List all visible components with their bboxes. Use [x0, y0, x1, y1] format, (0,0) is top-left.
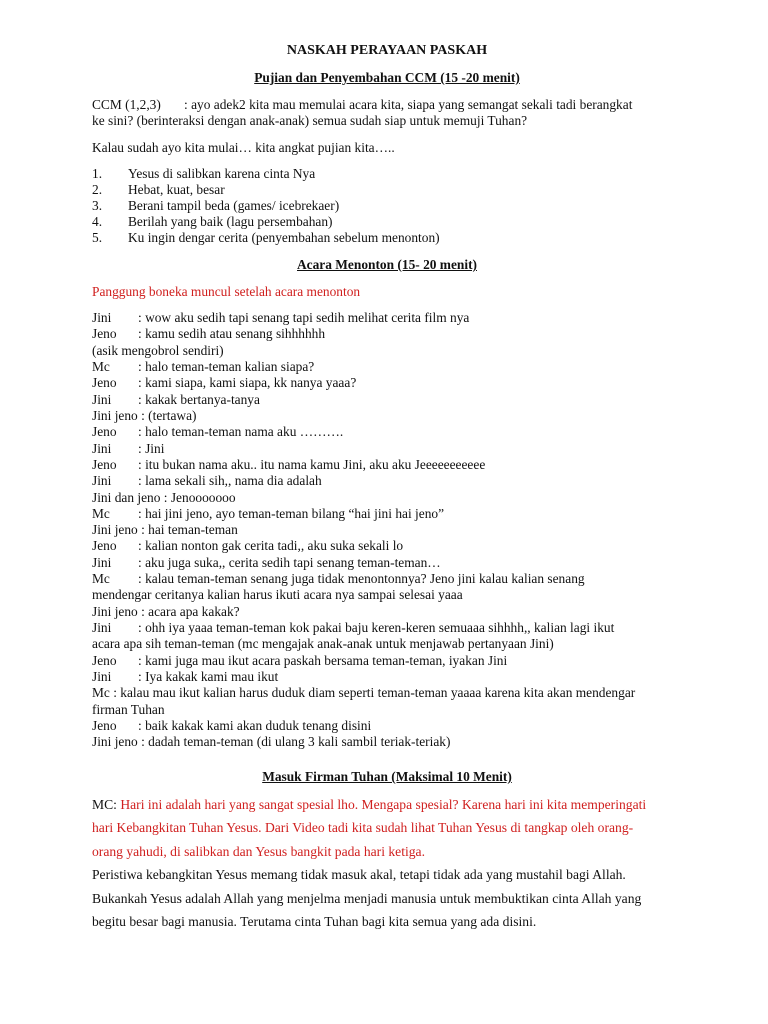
dialog-text: Jini jeno : hai teman-teman: [92, 522, 238, 538]
dialog-line: [92, 424, 682, 440]
firman-line: [92, 793, 682, 816]
dialog-speaker: Jeno: [92, 326, 117, 342]
firman-line: [92, 910, 682, 933]
song-title: Yesus di salibkan karena cinta Nya: [128, 166, 316, 181]
dialog-text: : Iya kakak kami mau ikut: [138, 669, 279, 685]
song-list-item: [92, 214, 682, 230]
dialog-speaker: Jeno: [92, 456, 117, 472]
dialog-speaker: Jeno: [92, 538, 117, 554]
dialog-line: [92, 375, 682, 391]
dialog-line: [92, 506, 682, 522]
dialog-text: : ohh iya yaaa teman-teman kok pakai baju keren-keren semuaaa sihhhh,, kalian lagi ikut: [138, 620, 615, 636]
song-title: Berani tampil beda (games/ icebrekaer): [128, 198, 340, 213]
dialog-text: : kakak bertanya-tanya: [138, 391, 260, 407]
dialog-line: [92, 392, 682, 408]
ccm-intro-text: : ayo adek2 kita mau memulai acara kita, siapa yang semangat sekali tadi berangkat: [184, 97, 633, 112]
list-number: 3.: [92, 198, 103, 213]
dialog-line: [92, 702, 682, 718]
song-list-item: [92, 182, 682, 198]
dialog-line: [92, 636, 682, 652]
firman-text: Bukankah Yesus adalah Allah yang menjelma menjadi manusia untuk membuktikan cinta Allah yang: [92, 890, 642, 906]
dialog-line: [92, 343, 682, 359]
dialog-text: : baik kakak kami akan duduk tenang disini: [138, 718, 372, 733]
dialog-speaker: Jini: [92, 669, 112, 685]
dialog-speaker: Mc: [92, 505, 110, 521]
firman-line: [92, 840, 682, 863]
dialog-line: [92, 441, 682, 457]
dialog-text: acara apa sih teman-teman (mc mengajak anak-anak untuk menjawab pertanyaan Jini): [92, 636, 554, 652]
dialog-speaker: Mc: [92, 358, 110, 374]
list-number: 5.: [92, 230, 103, 245]
dialog-text: : aku juga suka,, cerita sedih tapi senang teman-teman…: [138, 554, 441, 570]
dialog-text: Jini jeno : acara apa kakak?: [92, 603, 240, 619]
dialog-line: [92, 571, 682, 587]
dialog-text: : halo teman-teman kalian siapa?: [138, 358, 315, 374]
dialog-speaker: Jini: [92, 620, 112, 636]
dialog-speaker: Jini: [92, 440, 112, 456]
dialog-text: firman Tuhan: [92, 701, 165, 717]
firman-text: orang yahudi, di salibkan dan Yesus bangkit pada hari ketiga.: [92, 843, 425, 859]
dialog-speaker: Jini: [92, 554, 112, 570]
dialog-line: [92, 473, 682, 489]
dialog-line: [92, 359, 682, 375]
dialog-text: : itu bukan nama aku.. itu nama kamu Jini, aku aku Jeeeeeeeeeee: [138, 456, 486, 472]
dialog-text: Jini jeno : (tertawa): [92, 407, 197, 423]
dialog-text: Jini jeno : dadah teman-teman (di ulang 3 kali sambil teriak-teriak): [92, 734, 451, 750]
speaker-ccm: CCM (1,2,3): [92, 97, 161, 112]
dialog-speaker: Jini: [92, 473, 112, 489]
section-heading-firman: Masuk Firman Tuhan (Maksimal 10 Menit): [262, 769, 512, 784]
firman-text: begitu besar bagi manusia. Terutama cinta Tuhan bagi kita semua yang ada disini.: [92, 914, 537, 929]
dialog-line: [92, 669, 682, 685]
firman-line: [92, 816, 682, 839]
dialog-speaker: Jeno: [92, 718, 117, 733]
section-heading-pujian: Pujian dan Penyembahan CCM (15 -20 menit): [254, 70, 520, 85]
dialog-speaker: Jeno: [92, 375, 117, 391]
dialog-line: [92, 490, 682, 506]
dialog-line: [92, 604, 682, 620]
dialog-text: : hai jini jeno, ayo teman-teman bilang “hai jini hai jeno”: [138, 505, 445, 521]
dialog-text: : kalian nonton gak cerita tadi,, aku suka sekali lo: [138, 538, 404, 554]
dialog-line: [92, 522, 682, 538]
dialog-speaker: Jeno: [92, 652, 117, 668]
dialog-line: [92, 734, 682, 750]
ccm-intro-line: [92, 97, 682, 113]
dialog-text: : kami juga mau ikut acara paskah bersama teman-teman, iyakan Jini: [138, 652, 508, 668]
list-number: 4.: [92, 214, 103, 229]
dialog-line: [92, 457, 682, 473]
dialog-line: [92, 310, 682, 326]
dialog-line: [92, 653, 682, 669]
dialog-line: [92, 538, 682, 554]
dialog-text: Jini dan jeno : Jenooooooo: [92, 489, 236, 505]
firman-text: hari Kebangkitan Tuhan Yesus. Dari Video tadi kita sudah lihat Tuhan Yesus di tangkap oleh orang-: [92, 820, 634, 836]
dialog-speaker: Jeno: [92, 424, 117, 440]
section-heading-menonton: Acara Menonton (15- 20 menit): [297, 257, 477, 272]
song-list-item: [92, 230, 682, 246]
dialog-line: [92, 408, 682, 424]
dialog-text: : kalau teman-teman senang juga tidak menontonnya? Jeno jini kalau kalian senang: [138, 571, 585, 587]
firman-line: [92, 887, 682, 910]
intro-paragraph: Kalau sudah ayo kita mulai… kita angkat pujian kita…..: [92, 140, 395, 155]
song-list-item: [92, 198, 682, 214]
dialog-text: : kami siapa, kami siapa, kk nanya yaaa?: [138, 375, 357, 391]
song-title: Hebat, kuat, besar: [128, 182, 225, 197]
stage-note: Panggung boneka muncul setelah acara menonton: [92, 284, 361, 299]
dialog-line: [92, 587, 682, 603]
dialog-speaker: Mc: [92, 571, 110, 587]
firman-line: [92, 863, 682, 886]
song-list-item: [92, 166, 682, 182]
dialog-line: [92, 718, 682, 734]
dialog-text: Mc : kalau mau ikut kalian harus duduk diam seperti teman-teman yaaaa karena kita akan mendengar: [92, 685, 636, 701]
dialog-line: [92, 326, 682, 342]
ccm-intro-line-2: ke sini? (berinteraksi dengan anak-anak) semua sudah siap untuk memuji Tuhan?: [92, 113, 528, 128]
mc-label: MC:: [92, 797, 117, 812]
dialog-text: : wow aku sedih tapi senang tapi sedih melihat cerita film nya: [138, 310, 470, 325]
dialog-text: mendengar ceritanya kalian harus ikuti acara nya sampai selesai yaaa: [92, 587, 463, 603]
dialog-text: (asik mengobrol sendiri): [92, 342, 224, 358]
dialog-speaker: Jini: [92, 391, 112, 407]
list-number: 1.: [92, 166, 103, 181]
song-title: Ku ingin dengar cerita (penyembahan sebelum menonton): [128, 230, 440, 245]
dialog-text: : kamu sedih atau senang sihhhhhh: [138, 326, 326, 342]
firman-text: Peristiwa kebangkitan Yesus memang tidak masuk akal, tetapi tidak ada yang mustahil bagi Allah.: [92, 867, 626, 883]
dialog-text: : Jini: [138, 440, 165, 456]
dialog-line: [92, 685, 682, 701]
list-number: 2.: [92, 182, 103, 197]
song-title: Berilah yang baik (lagu persembahan): [128, 214, 333, 229]
dialog-line: [92, 555, 682, 571]
dialog-line: [92, 620, 682, 636]
dialog-text: : halo teman-teman nama aku ……….: [138, 424, 344, 440]
firman-text: Hari ini adalah hari yang sangat spesial lho. Mengapa spesial? Karena hari ini kita memperingati: [116, 797, 647, 812]
document-title: NASKAH PERAYAAN PASKAH: [286, 43, 488, 58]
dialog-text: : lama sekali sih,, nama dia adalah: [138, 473, 322, 489]
dialog-speaker: Jini: [92, 310, 112, 325]
